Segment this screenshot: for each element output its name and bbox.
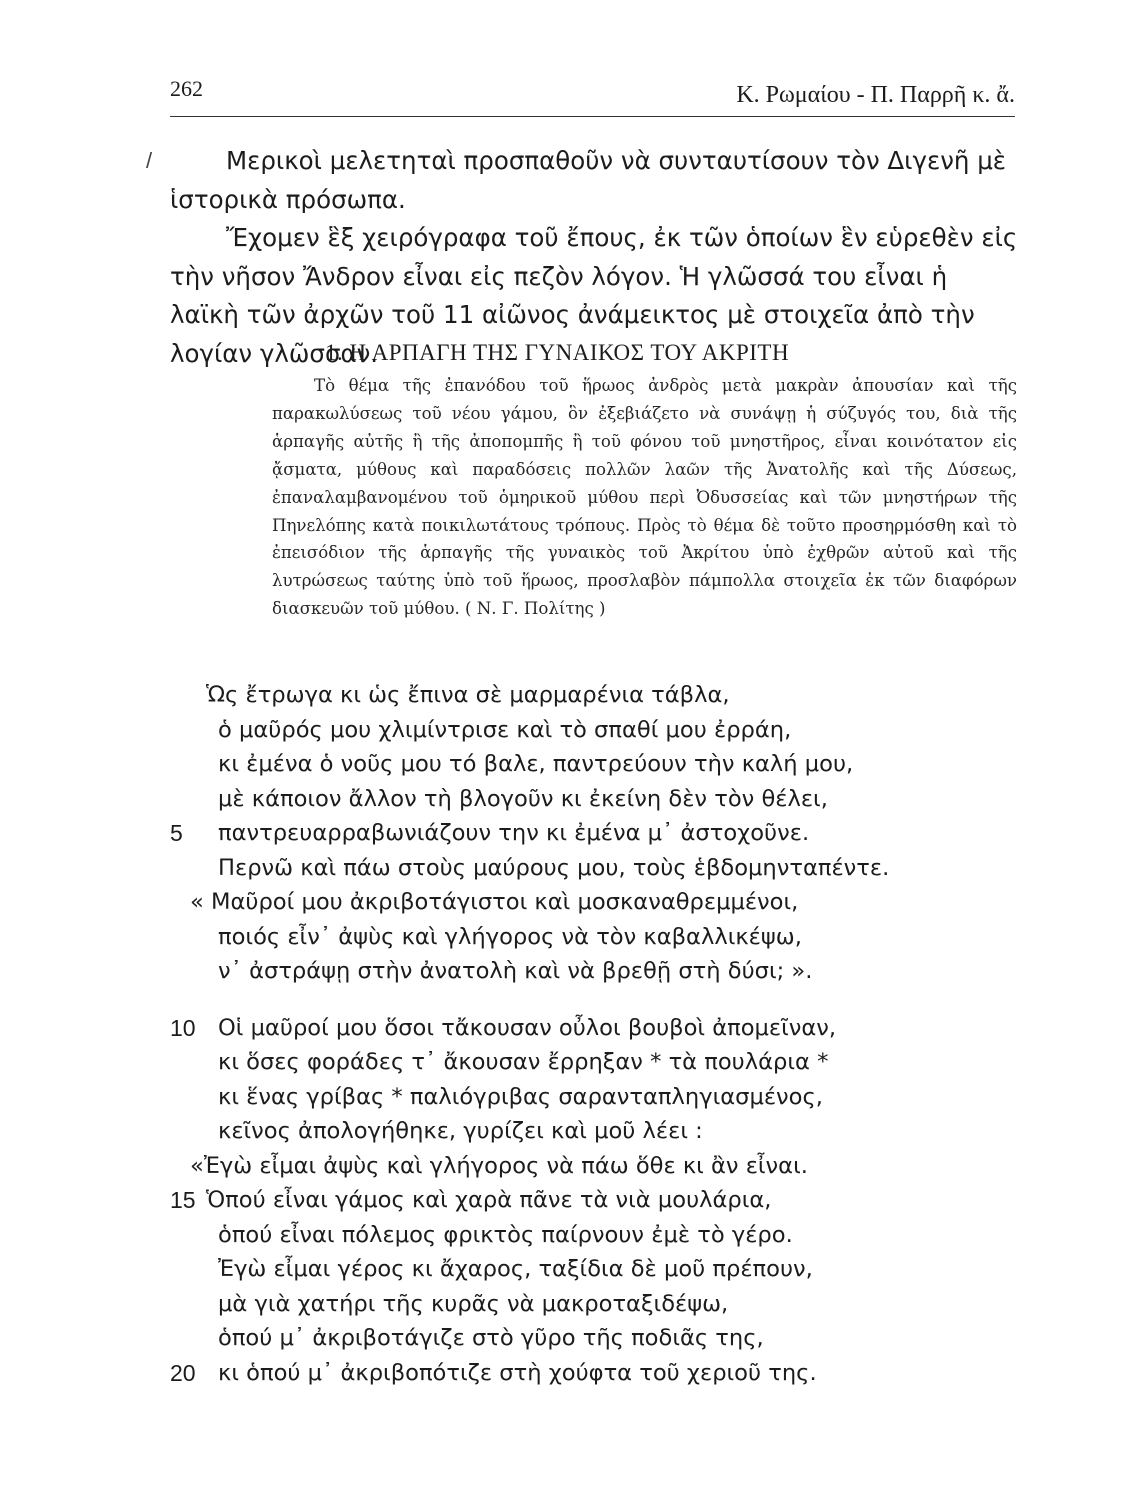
commentary-block	[272, 372, 1017, 623]
verse-line	[170, 1321, 1040, 1356]
verse-text: μὰ γιὰ χατήρι τῆς κυρᾶς νὰ μακροταξιδέψω,	[218, 1290, 729, 1317]
verse-line	[170, 1252, 1040, 1287]
verse-number: 15	[170, 1187, 196, 1213]
intro-paragraph: Μερικοὶ μελετηταὶ προσπαθοῦν νὰ συνταυτίσουν τὸν Διγενῆ μὲ ἱστορικὰ πρόσωπα.	[170, 146, 1007, 214]
verse-line	[170, 885, 1040, 920]
page-number: 262	[170, 76, 203, 101]
verse-text: Οἱ μαῦροί μου ὅσοι τἄκουσαν οὖλοι βουβοὶ ἀπομεῖναν,	[218, 1014, 837, 1041]
verse-text: ὁ μαῦρός μου χλιμίντρισε καὶ τὸ σπαθί μου ἐρράη,	[218, 716, 792, 743]
verse-line	[170, 920, 1040, 955]
verse-line	[170, 954, 1040, 989]
verse-text: ποιός εἶν᾽ ἀψὺς καὶ γλήγορος νὰ τὸν καβαλλικέψω,	[218, 923, 802, 950]
verse-text: Ὡς ἔτρωγα κι ὡς ἔπινα σὲ μαρμαρένια τάβλα,	[206, 682, 730, 708]
verse-line	[170, 1218, 1040, 1253]
verse-text: ὁπού μ᾽ ἀκριβοτάγιζε στὸ γῦρο τῆς ποδιᾶς της,	[218, 1325, 764, 1351]
verse-line	[170, 1080, 1040, 1115]
intro-text	[170, 142, 1020, 373]
verse-text: κι ὅσες φοράδες τ᾽ ἄκουσαν ἔρρηξαν * τὰ πουλάρια *	[218, 1049, 829, 1075]
margin-mark: /	[146, 148, 153, 173]
verse-text: κι ἕνας γρίβας * παλιόγριβας σαρανταπληγιασμένος,	[218, 1083, 823, 1110]
verse-number: 10	[170, 1014, 196, 1041]
verse-line	[170, 1114, 1040, 1149]
verse-text: Ὁπού εἶναι γάμος καὶ χαρὰ πᾶνε τὰ νιὰ μουλάρια,	[206, 1187, 772, 1213]
header-divider	[170, 116, 1015, 117]
intro-paragraph: Ἔχομεν ἓξ χειρόγραφα τοῦ ἔπους, ἐκ τῶν ὁποίων ἓν εὑρεθὲν εἰς τὴν νῆσον Ἄνδρον εἶναι εἰς πεζὸν λόγον. Ἡ γλῶσσά του εἶναι ἡ λαϊκὴ τῶν ἀρχῶν τοῦ 11 αἰῶνος ἀνάμεικτος μὲ στοιχεῖα ἀπὸ τὴν λογίαν γλῶσσαν.	[170, 223, 1018, 368]
verse-text: «Ἐγὼ εἶμαι ἀψὺς καὶ γλήγορος νὰ πάω ὅθε κι ἂν εἶναι.	[190, 1152, 808, 1179]
verse-text: παντρευαρραβωνιάζουν την κι ἐμένα μ᾽ ἀστοχοῦνε.	[218, 820, 810, 846]
verse-line	[170, 678, 1040, 713]
verse-text: « Μαῦροί μου ἀκριβοτάγιστοι καὶ μοσκαναθρεμμένοι,	[190, 889, 799, 915]
verse-text: κεῖνος ἀπολογήθηκε, γυρίζει καὶ μοῦ λέει :	[218, 1118, 703, 1144]
verse-line	[170, 1183, 1040, 1218]
verse-text: ν᾽ ἀστράψῃ στὴν ἀνατολὴ καὶ νὰ βρεθῇ στὴ δύσι; ».	[218, 958, 813, 984]
section-title: 1. Η ΑΡΠΑΓΗ ΤΗΣ ΓΥΝΑΙΚΟΣ ΤΟΥ ΑΚΡΙΤΗ	[325, 340, 790, 365]
page-header	[170, 72, 1015, 112]
verse-line	[170, 713, 1040, 748]
running-head: Κ. Ρωμαίου - Π. Παρρῆ κ. ἄ.	[736, 82, 1015, 108]
verse-line	[170, 1149, 1040, 1184]
verse-text: κι ὁπού μ᾽ ἀκριβοπότιζε στὴ χούφτα τοῦ χεριοῦ της.	[218, 1359, 817, 1386]
verse-line	[170, 747, 1040, 782]
verse-text: Ἐγὼ εἶμαι γέρος κι ἄχαρος, ταξίδια δὲ μοῦ πρέπουν,	[218, 1256, 813, 1282]
verse-line	[170, 1011, 1040, 1046]
verse-line	[170, 1356, 1040, 1391]
verse-number: 5	[170, 820, 183, 846]
verse-text: κι ἐμένα ὁ νοῦς μου τό βαλε, παντρεύουν τὴν καλή μου,	[218, 751, 854, 777]
verse-text: ὁπού εἶναι πόλεμος φρικτὸς παίρνουν ἐμὲ τὸ γέρο.	[218, 1221, 793, 1248]
verse-line	[170, 816, 1040, 851]
verse-line	[170, 1045, 1040, 1080]
commentary-paragraph: Τὸ θέμα τῆς ἐπανόδου τοῦ ἥρωος ἀνδρὸς μετὰ μακρὰν ἀπουσίαν καὶ τῆς παρακωλύσεως τοῦ νέου γάμου, ὃν ἐξεβιάζετο νὰ συνάψῃ ἡ σύζυγός του, διὰ τῆς ἁρπαγῆς αὐτῆς ἢ τῆς ἀποπομπῆς ἢ τοῦ φόνου τοῦ μνηστῆρος, εἶναι κοινότατον εἰς ᾄσματα, μύθους καὶ παραδόσεις πολλῶν λαῶν τῆς Ἀνατολῆς καὶ τῆς Δύσεως, ἐπαναλαμβανομένου τοῦ ὁμηρικοῦ μύθου περὶ Ὀδυσσείας καὶ τῶν μνηστήρων τῆς Πηνελόπης κατὰ ποικιλωτάτους τρόπους. Πρὸς τὸ θέμα δὲ τοῦτο προσηρμόσθη καὶ τὸ ἐπεισόδιον τῆς ἁρπαγῆς τῆς γυναικὸς τοῦ Ἀκρίτου ὑπὸ ἐχθρῶν αὐτοῦ καὶ τῆς λυτρώσεως ταύτης ὑπὸ τοῦ ἥρωος, προσλαβὸν πάμπολλα στοιχεῖα ἐκ τῶν διαφόρων διασκευῶν τοῦ μύθου. ( Ν. Γ. Πολίτης )	[272, 376, 1017, 619]
verse-line	[170, 851, 1040, 886]
verse-text: μὲ κάποιον ἄλλον τὴ βλογοῦν κι ἐκείνη δὲν τὸν θέλει,	[218, 785, 828, 812]
verse-line	[170, 782, 1040, 817]
poem	[170, 678, 1040, 1390]
verse-line	[170, 1287, 1040, 1322]
verse-number: 20	[170, 1359, 196, 1386]
verse-text: Περνῶ καὶ πάω στοὺς μαύρους μου, τοὺς ἑβδομηνταπέντε.	[218, 854, 890, 881]
